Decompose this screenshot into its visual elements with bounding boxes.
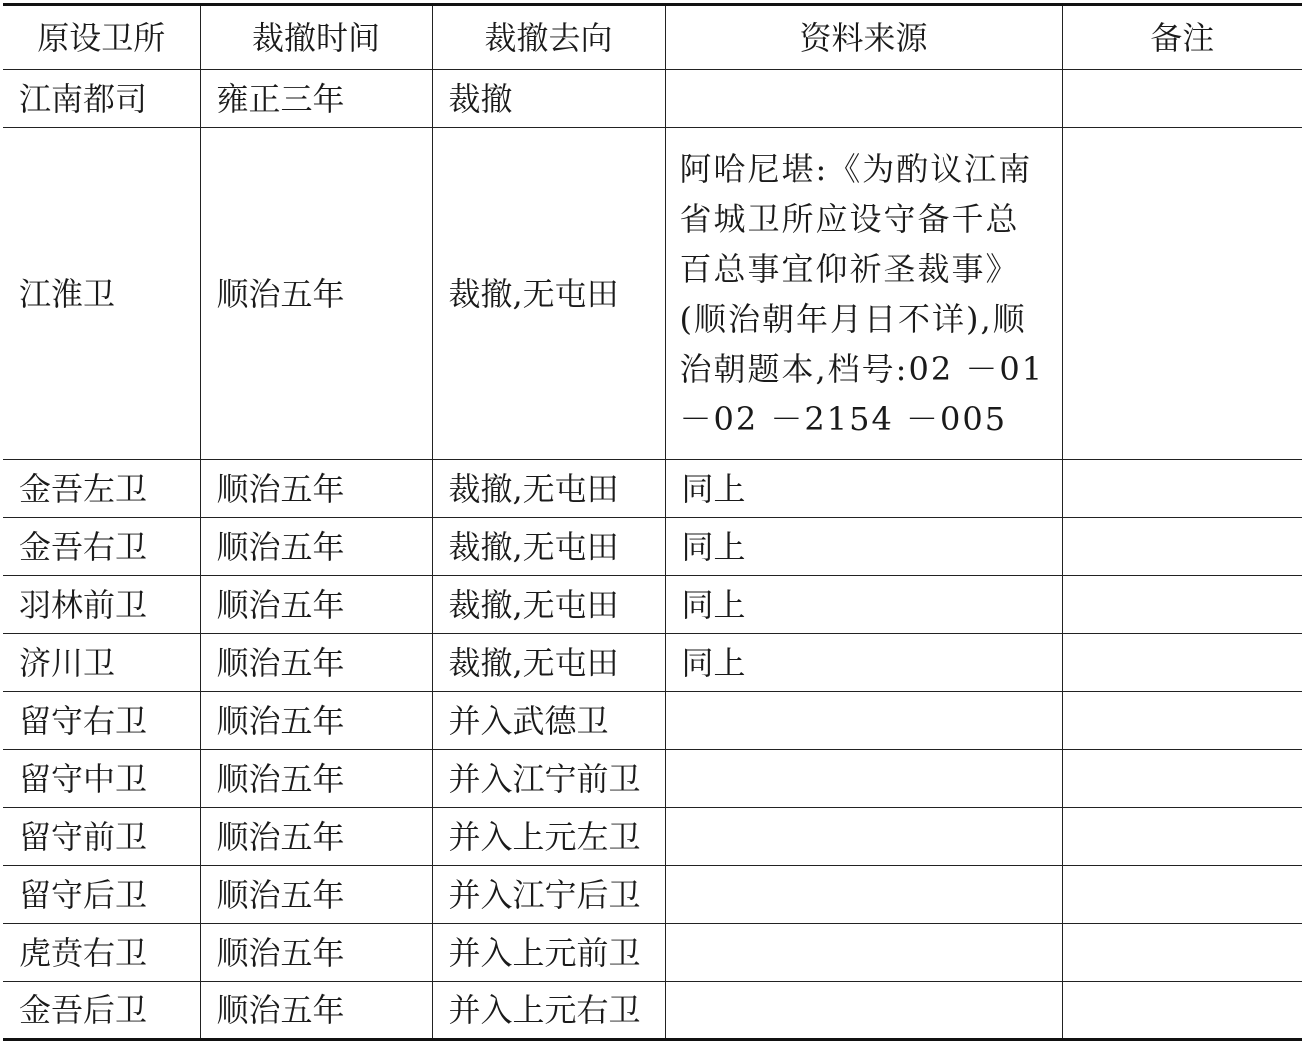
cell-time: 顺治五年 xyxy=(200,982,432,1040)
cell-outcome: 裁撤,无屯田 xyxy=(432,128,665,460)
cell-outcome: 裁撤,无屯田 xyxy=(432,576,665,634)
cell-outcome: 裁撤,无屯田 xyxy=(432,518,665,576)
cell-time: 顺治五年 xyxy=(200,518,432,576)
cell-outcome: 并入武德卫 xyxy=(432,692,665,750)
cell-source xyxy=(665,982,1062,1040)
cell-garrison: 留守右卫 xyxy=(3,692,200,750)
table-row xyxy=(3,982,1302,1040)
cell-source: 同上 xyxy=(665,518,1062,576)
cell-outcome: 并入江宁后卫 xyxy=(432,866,665,924)
cell-time: 顺治五年 xyxy=(200,128,432,460)
table-row xyxy=(3,576,1302,634)
header-abolish-time: 裁撤时间 xyxy=(200,5,432,70)
cell-outcome: 裁撤,无屯田 xyxy=(432,634,665,692)
cell-source xyxy=(665,692,1062,750)
cell-source xyxy=(665,70,1062,128)
cell-remarks xyxy=(1062,634,1302,692)
table-row xyxy=(3,924,1302,982)
table-row xyxy=(3,460,1302,518)
table-row xyxy=(3,70,1302,128)
cell-garrison: 金吾左卫 xyxy=(3,460,200,518)
table-row xyxy=(3,634,1302,692)
cell-source: 同上 xyxy=(665,576,1062,634)
cell-remarks xyxy=(1062,808,1302,866)
cell-time: 顺治五年 xyxy=(200,692,432,750)
table-row xyxy=(3,808,1302,866)
cell-garrison: 留守前卫 xyxy=(3,808,200,866)
cell-remarks xyxy=(1062,70,1302,128)
cell-garrison: 羽林前卫 xyxy=(3,576,200,634)
cell-source: 阿哈尼堪:《为酌议江南省城卫所应设守备千总百总事宜仰祈圣裁事》(顺治朝年月日不详),顺治朝题本,档号:02 －01 －02 －2154 －005 xyxy=(665,128,1062,460)
table-row xyxy=(3,128,1302,460)
cell-garrison: 江淮卫 xyxy=(3,128,200,460)
cell-remarks xyxy=(1062,866,1302,924)
header-remarks: 备注 xyxy=(1062,5,1302,70)
cell-remarks xyxy=(1062,576,1302,634)
table-container xyxy=(3,3,1302,1041)
cell-remarks xyxy=(1062,460,1302,518)
cell-garrison: 留守后卫 xyxy=(3,866,200,924)
cell-time: 顺治五年 xyxy=(200,460,432,518)
cell-time: 顺治五年 xyxy=(200,576,432,634)
cell-remarks xyxy=(1062,128,1302,460)
cell-remarks xyxy=(1062,982,1302,1040)
cell-time: 顺治五年 xyxy=(200,808,432,866)
cell-source: 同上 xyxy=(665,460,1062,518)
cell-garrison: 金吾右卫 xyxy=(3,518,200,576)
cell-source xyxy=(665,808,1062,866)
cell-garrison: 济川卫 xyxy=(3,634,200,692)
cell-time: 顺治五年 xyxy=(200,924,432,982)
cell-outcome: 并入上元右卫 xyxy=(432,982,665,1040)
header-original-garrison: 原设卫所 xyxy=(3,5,200,70)
cell-outcome: 裁撤,无屯田 xyxy=(432,460,665,518)
cell-source xyxy=(665,750,1062,808)
table-row xyxy=(3,518,1302,576)
cell-garrison: 虎贲右卫 xyxy=(3,924,200,982)
cell-outcome: 并入上元左卫 xyxy=(432,808,665,866)
header-row xyxy=(3,5,1302,70)
table-row xyxy=(3,692,1302,750)
cell-remarks xyxy=(1062,518,1302,576)
cell-remarks xyxy=(1062,692,1302,750)
cell-time: 顺治五年 xyxy=(200,866,432,924)
table-row xyxy=(3,866,1302,924)
cell-outcome: 裁撤 xyxy=(432,70,665,128)
cell-remarks xyxy=(1062,750,1302,808)
cell-time: 雍正三年 xyxy=(200,70,432,128)
cell-time: 顺治五年 xyxy=(200,750,432,808)
garrison-table xyxy=(3,3,1302,1041)
cell-source xyxy=(665,866,1062,924)
cell-source xyxy=(665,924,1062,982)
cell-source: 同上 xyxy=(665,634,1062,692)
cell-garrison: 留守中卫 xyxy=(3,750,200,808)
cell-garrison: 江南都司 xyxy=(3,70,200,128)
cell-outcome: 并入江宁前卫 xyxy=(432,750,665,808)
header-source: 资料来源 xyxy=(665,5,1062,70)
cell-garrison: 金吾后卫 xyxy=(3,982,200,1040)
cell-outcome: 并入上元前卫 xyxy=(432,924,665,982)
header-abolish-outcome: 裁撤去向 xyxy=(432,5,665,70)
cell-remarks xyxy=(1062,924,1302,982)
table-row xyxy=(3,750,1302,808)
cell-time: 顺治五年 xyxy=(200,634,432,692)
